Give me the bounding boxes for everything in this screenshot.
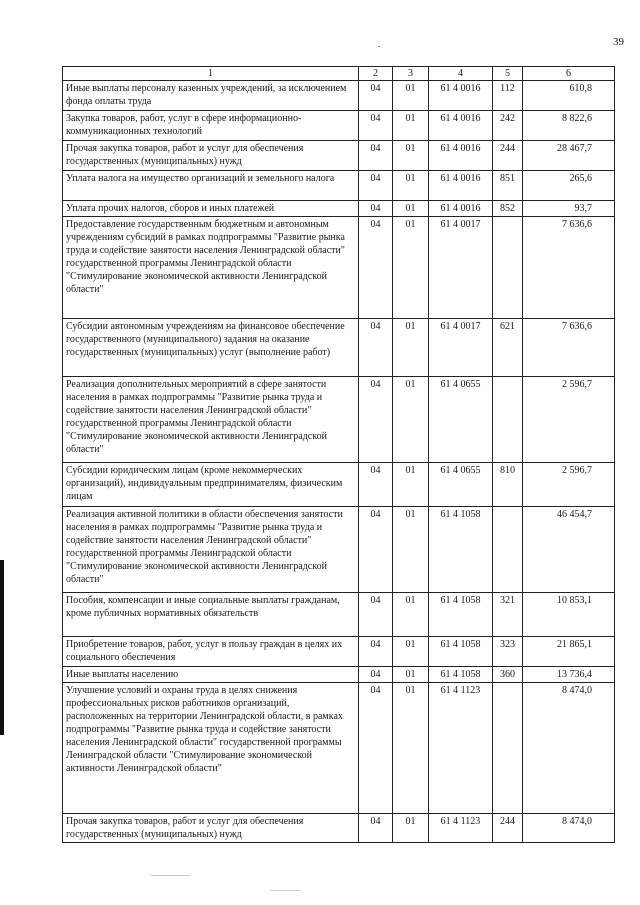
table-row: [63, 683, 615, 814]
expense-name-cell: Пособия, компенсации и иные социальные выплаты гражданам, кроме публичных нормативных обязательств: [63, 593, 359, 637]
section-code-cell: 04: [359, 463, 393, 507]
table-row: [63, 463, 615, 507]
table-row: [63, 217, 615, 319]
amount-cell: 2 596,7: [523, 463, 615, 507]
subsection-code-cell: 01: [393, 593, 429, 637]
budget-table: [62, 66, 615, 843]
subsection-code-cell: 01: [393, 507, 429, 593]
target-article-cell: 61 4 0016: [429, 141, 493, 171]
scan-edge-mark: [0, 560, 4, 735]
expense-name-cell: Предоставление государственным бюджетным и автономным учреждениям субсидий в рамках подпрограммы "Развитие рынка труда и содействие занятости населения Ленинградской области" государственной программы Ленинградской области "Стимулирование экономической активности Ленинградской области": [63, 217, 359, 319]
header-cell: 3: [393, 67, 429, 81]
expense-name-cell: Приобретение товаров, работ, услуг в пользу граждан в целях их социального обеспечения: [63, 637, 359, 667]
expense-type-cell: 112: [493, 81, 523, 111]
expense-type-cell: 323: [493, 637, 523, 667]
subsection-code-cell: 01: [393, 463, 429, 507]
section-code-cell: 04: [359, 507, 393, 593]
header-cell: 4: [429, 67, 493, 81]
section-code-cell: 04: [359, 111, 393, 141]
subsection-code-cell: 01: [393, 377, 429, 463]
table-row: [63, 111, 615, 141]
table-row: [63, 667, 615, 683]
expense-type-cell: 242: [493, 111, 523, 141]
expense-name-cell: Субсидии автономным учреждениям на финансовое обеспечение государственного (муниципального) задания на оказание государственных (муниципальных) услуг (выполнение работ): [63, 319, 359, 377]
section-code-cell: 04: [359, 217, 393, 319]
section-code-cell: 04: [359, 637, 393, 667]
section-code-cell: 04: [359, 141, 393, 171]
amount-cell: 265,6: [523, 171, 615, 201]
amount-cell: 610,8: [523, 81, 615, 111]
expense-type-cell: 244: [493, 814, 523, 843]
target-article-cell: 61 4 1058: [429, 507, 493, 593]
table-row: [63, 377, 615, 463]
section-code-cell: 04: [359, 667, 393, 683]
expense-type-cell: [493, 683, 523, 814]
header-cell: 6: [523, 67, 615, 81]
subsection-code-cell: 01: [393, 637, 429, 667]
target-article-cell: 61 4 1058: [429, 667, 493, 683]
section-code-cell: 04: [359, 814, 393, 843]
table-row: [63, 814, 615, 843]
amount-cell: 2 596,7: [523, 377, 615, 463]
expense-type-cell: 810: [493, 463, 523, 507]
section-code-cell: 04: [359, 319, 393, 377]
scan-speck: [378, 46, 380, 47]
expense-type-cell: 360: [493, 667, 523, 683]
target-article-cell: 61 4 0016: [429, 81, 493, 111]
subsection-code-cell: 01: [393, 683, 429, 814]
expense-type-cell: 851: [493, 171, 523, 201]
target-article-cell: 61 4 0016: [429, 171, 493, 201]
expense-name-cell: Субсидии юридическим лицам (кроме некоммерческих организаций), индивидуальным предпринимателям, физическим лицам: [63, 463, 359, 507]
amount-cell: 10 853,1: [523, 593, 615, 637]
expense-type-cell: [493, 377, 523, 463]
target-article-cell: 61 4 1058: [429, 593, 493, 637]
section-code-cell: 04: [359, 683, 393, 814]
amount-cell: 93,7: [523, 201, 615, 217]
subsection-code-cell: 01: [393, 171, 429, 201]
subsection-code-cell: 01: [393, 201, 429, 217]
expense-type-cell: [493, 217, 523, 319]
expense-type-cell: 321: [493, 593, 523, 637]
target-article-cell: 61 4 0017: [429, 217, 493, 319]
amount-cell: 8 474,0: [523, 683, 615, 814]
section-code-cell: 04: [359, 377, 393, 463]
target-article-cell: 61 4 1123: [429, 683, 493, 814]
expense-name-cell: Улучшение условий и охраны труда в целях снижения профессиональных рисков работников организаций, расположенных на территории Ленинградской области, в рамках подпрограммы "Развитие рынка труда и содействие занятости населения Ленинградской области" государственной программы Ленинградской области "Стимулирование экономической активности Ленинградской области": [63, 683, 359, 814]
expense-name-cell: Иные выплаты населению: [63, 667, 359, 683]
table-header-row: [63, 67, 615, 81]
amount-cell: 21 865,1: [523, 637, 615, 667]
expense-name-cell: Прочая закупка товаров, работ и услуг для обеспечения государственных (муниципальных) нужд: [63, 141, 359, 171]
header-cell: 5: [493, 67, 523, 81]
section-code-cell: 04: [359, 81, 393, 111]
subsection-code-cell: 01: [393, 111, 429, 141]
subsection-code-cell: 01: [393, 667, 429, 683]
expense-name-cell: Уплата прочих налогов, сборов и иных платежей: [63, 201, 359, 217]
table-row: [63, 319, 615, 377]
amount-cell: 8 822,6: [523, 111, 615, 141]
table-row: [63, 507, 615, 593]
amount-cell: 7 636,6: [523, 319, 615, 377]
subsection-code-cell: 01: [393, 814, 429, 843]
amount-cell: 8 474,0: [523, 814, 615, 843]
section-code-cell: 04: [359, 171, 393, 201]
scan-speck: [150, 875, 190, 876]
section-code-cell: 04: [359, 201, 393, 217]
table-row: [63, 141, 615, 171]
expense-name-cell: Реализация дополнительных мероприятий в сфере занятости населения в рамках подпрограммы "Развитие рынка труда и содействие занятости населения Ленинградской области" государственной программы Ленинградской области "Стимулирование экономической активности Ленинградской области": [63, 377, 359, 463]
subsection-code-cell: 01: [393, 319, 429, 377]
target-article-cell: 61 4 0016: [429, 111, 493, 141]
subsection-code-cell: 01: [393, 217, 429, 319]
amount-cell: 46 454,7: [523, 507, 615, 593]
target-article-cell: 61 4 1123: [429, 814, 493, 843]
expense-type-cell: [493, 507, 523, 593]
expense-name-cell: Закупка товаров, работ, услуг в сфере информационно-коммуникационных технологий: [63, 111, 359, 141]
table-row: [63, 201, 615, 217]
target-article-cell: 61 4 0017: [429, 319, 493, 377]
expense-name-cell: Уплата налога на имущество организаций и земельного налога: [63, 171, 359, 201]
expense-name-cell: Иные выплаты персоналу казенных учреждений, за исключением фонда оплаты труда: [63, 81, 359, 111]
target-article-cell: 61 4 0016: [429, 201, 493, 217]
header-cell: 1: [63, 67, 359, 81]
expense-type-cell: 244: [493, 141, 523, 171]
target-article-cell: 61 4 0655: [429, 463, 493, 507]
amount-cell: 13 736,4: [523, 667, 615, 683]
target-article-cell: 61 4 0655: [429, 377, 493, 463]
amount-cell: 7 636,6: [523, 217, 615, 319]
table-row: [63, 171, 615, 201]
scan-speck: [270, 890, 300, 891]
expense-type-cell: 621: [493, 319, 523, 377]
expense-type-cell: 852: [493, 201, 523, 217]
table-row: [63, 81, 615, 111]
page-number: 39: [613, 36, 624, 48]
table-row: [63, 593, 615, 637]
header-cell: 2: [359, 67, 393, 81]
section-code-cell: 04: [359, 593, 393, 637]
subsection-code-cell: 01: [393, 141, 429, 171]
target-article-cell: 61 4 1058: [429, 637, 493, 667]
expense-name-cell: Прочая закупка товаров, работ и услуг для обеспечения государственных (муниципальных) нужд: [63, 814, 359, 843]
subsection-code-cell: 01: [393, 81, 429, 111]
amount-cell: 28 467,7: [523, 141, 615, 171]
expense-name-cell: Реализация активной политики в области обеспечения занятости населения в рамках подпрограммы "Развитие рынка труда и содействие занятости населения Ленинградской области" государственной программы Ленинградской области "Стимулирование экономической активности Ленинградской области": [63, 507, 359, 593]
table-row: [63, 637, 615, 667]
